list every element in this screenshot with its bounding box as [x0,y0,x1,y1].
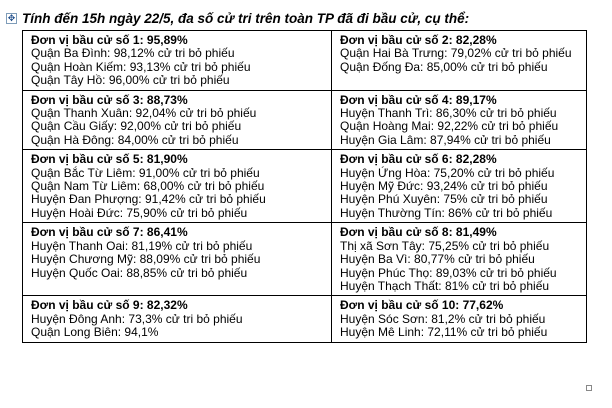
district-turnout: Quận Hai Bà Trưng: 79,02% cử tri bỏ phiếu [340,46,572,61]
district-turnout: Quận Cầu Giấy: 92,00% cử tri bỏ phiếu [31,119,242,134]
district-turnout: Quận Hà Đông: 84,00% cử tri bỏ phiếu [31,132,239,147]
unit-cell[interactable] [332,90,587,150]
table-row [23,150,587,223]
unit-cell[interactable] [23,90,332,150]
unit-title: Đơn vị bầu cử số 7: 86,41% [31,225,188,240]
district-turnout: Quận Đống Đa: 85,00% cử tri bỏ phiếu [340,59,548,74]
unit-cell[interactable] [332,296,587,342]
unit-cell[interactable] [332,223,587,296]
move-arrows-icon: ✥ [7,13,16,23]
table-row [23,90,587,150]
district-turnout: Huyện Gia Lâm: 87,94% cử tri bỏ phiếu [340,132,551,147]
district-turnout: Quận Thanh Xuân: 92,04% cử tri bỏ phiếu [31,106,257,121]
unit-cell[interactable] [23,31,332,91]
district-turnout: Quận Hoàn Kiếm: 93,13% cử tri bỏ phiếu [31,59,251,74]
district-turnout: Huyện Chương Mỹ: 88,09% cử tri bỏ phiếu [31,252,261,267]
unit-cell[interactable] [23,296,332,342]
page-heading: Tính đến 15h ngày 22/5, đa số cử tri trên toàn TP đã đi bầu cử, cụ thể: [22,11,470,26]
unit-cell[interactable] [23,150,332,223]
unit-title: Đơn vị bầu cử số 4: 89,17% [340,92,497,107]
unit-title: Đơn vị bầu cử số 2: 82,28% [340,33,497,47]
district-turnout: Thị xã Sơn Tây: 75,25% cử tri bỏ phiếu [340,238,550,253]
district-turnout: Huyện Mê Linh: 72,11% cử tri bỏ phiếu [340,325,548,340]
unit-cell[interactable] [332,150,587,223]
district-turnout: Huyện Thanh Oai: 81,19% cử tri bỏ phiếu [31,238,253,253]
table-row [23,31,587,91]
district-turnout: Huyện Quốc Oai: 88,85% cử tri bỏ phiếu [31,265,248,280]
district-turnout: Huyện Sóc Sơn: 81,2% cử tri bỏ phiếu [340,311,546,326]
unit-title: Đơn vị bầu cử số 1: 95,89% [31,33,188,47]
district-turnout: Huyện Phúc Thọ: 89,03% cử tri bỏ phiếu [340,265,557,280]
district-turnout: Huyện Đông Anh: 73,3% cử tri bỏ phiếu [31,311,243,326]
district-turnout: Quận Nam Từ Liêm: 68,00% cử tri bỏ phiếu [31,179,265,194]
table-row [23,223,587,296]
unit-cell[interactable] [23,223,332,296]
district-turnout: Huyện Thường Tín: 86% cử tri bỏ phiếu [340,205,553,220]
unit-title: Đơn vị bầu cử số 8: 81,49% [340,225,497,240]
district-turnout: Quận Hoàng Mai: 92,22% cử tri bỏ phiếu [340,119,559,134]
district-turnout: Quận Bắc Từ Liêm: 91,00% cử tri bỏ phiếu [31,165,260,180]
unit-title: Đơn vị bầu cử số 9: 82,32% [31,298,188,313]
district-turnout: Huyện Ba Vì: 80,77% cử tri bỏ phiếu [340,252,535,267]
district-turnout: Huyện Đan Phượng: 91,42% cử tri bỏ phiếu [31,192,266,207]
unit-title: Đơn vị bầu cử số 5: 81,90% [31,152,188,167]
district-turnout: Huyện Hoài Đức: 75,90% cử tri bỏ phiếu [31,205,248,220]
unit-title: Đơn vị bầu cử số 6: 82,28% [340,152,497,167]
district-turnout: Quận Ba Đình: 98,12% cử tri bỏ phiếu [31,46,235,61]
district-turnout: Quận Long Biên: 94,1% [31,325,159,340]
table-row [23,296,587,342]
district-turnout: Huyện Thanh Trì: 86,30% cử tri bỏ phiếu [340,106,557,121]
table-move-handle[interactable] [6,13,17,24]
table-resize-handle[interactable] [586,385,592,391]
district-turnout: Huyện Mỹ Đức: 93,24% cử tri bỏ phiếu [340,179,548,194]
election-units-table [22,30,587,343]
district-turnout: Quận Tây Hồ: 96,00% cử tri bỏ phiếu [31,73,230,88]
unit-cell[interactable] [332,31,587,91]
unit-title: Đơn vị bầu cử số 10: 77,62% [340,298,504,313]
district-turnout: Huyện Thạch Thất: 81% cử tri bỏ phiếu [340,278,550,293]
district-turnout: Huyện Phú Xuyên: 75% cử tri bỏ phiếu [340,192,548,207]
unit-title: Đơn vị bầu cử số 3: 88,73% [31,92,188,107]
district-turnout: Huyện Ứng Hòa: 75,20% cử tri bỏ phiếu [340,165,555,180]
